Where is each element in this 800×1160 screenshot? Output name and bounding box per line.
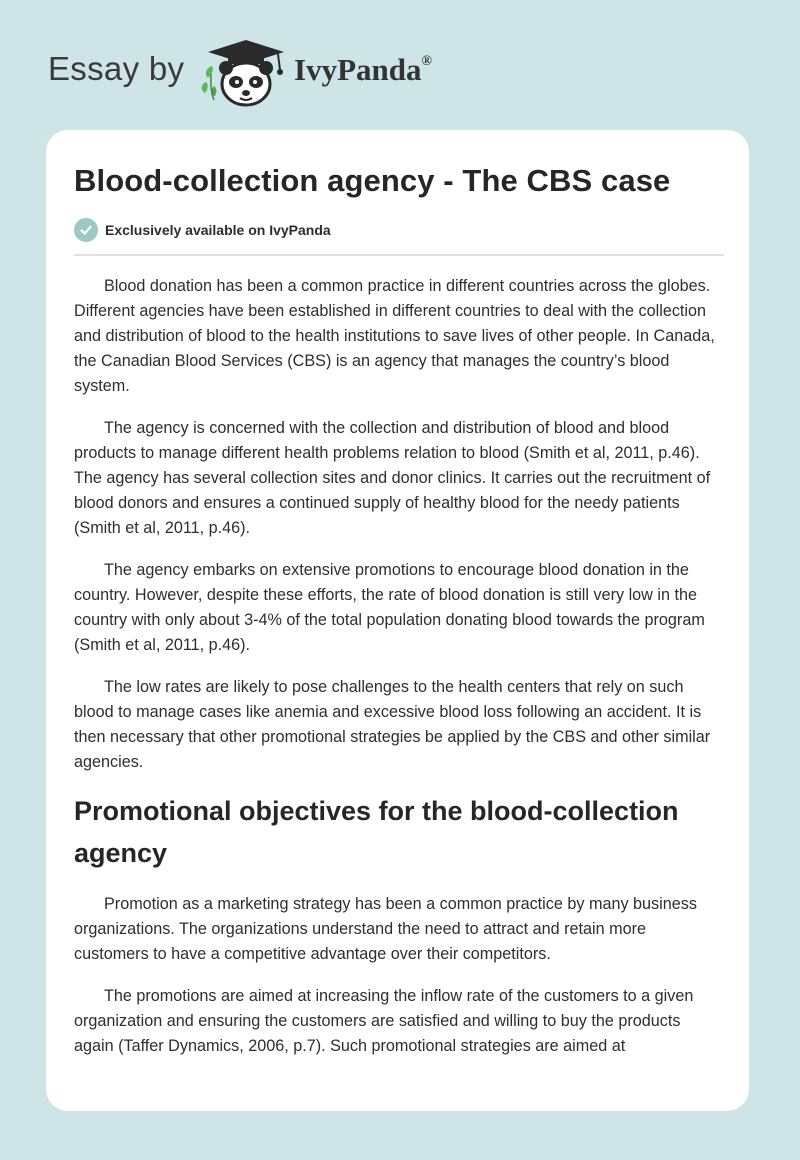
site-header [0, 0, 800, 130]
paragraph: Promotion as a marketing strategy has been a common practice by many business organizations. The organizations understand the need to attract and retain more customers to have a competitive advantage over their competitors. [74, 895, 697, 963]
essay-by-label: Essay by [48, 50, 185, 87]
divider [74, 254, 724, 256]
availability-badge [74, 217, 724, 243]
essay-content [74, 158, 724, 1076]
panda-graduate-icon [198, 38, 290, 108]
paragraph: Blood donation has been a common practice in different countries across the globes. Different agencies have been established in different countries to deal with the collection and distribution of blood to the health institutions to save lives of other people. In Canada, the Canadian Blood Services (CBS) is an agency that manages the country’s blood system. [74, 277, 715, 395]
brand-name[interactable] [294, 52, 432, 88]
essay-body [74, 274, 724, 1059]
section-heading: Promotional objectives for the blood-collection agency [74, 796, 679, 868]
essay-card [46, 130, 749, 1111]
badge-text: Exclusively available on IvyPanda [105, 222, 331, 238]
ivy-leaf-icon [202, 66, 217, 100]
registered-mark: ® [421, 54, 432, 69]
brand-text: IvyPanda [294, 52, 422, 87]
paragraph: The agency embarks on extensive promotions to encourage blood donation in the country. However, despite these efforts, the rate of blood donation is still very low in the country with only about 3-4% of the total population donating blood towards the program (Smith et al, 2011, p.46). [74, 561, 705, 654]
paragraph: The low rates are likely to pose challenges to the health centers that rely on such blood to manage cases like anemia and excessive blood loss following an accident. It is then necessary that other promotional strategies be applied by the CBS and other similar agencies. [74, 678, 711, 771]
check-icon [74, 218, 98, 242]
paragraph: The agency is concerned with the collection and distribution of blood and blood products to manage different health problems relation to blood (Smith et al, 2011, p.46). The agency has several collection sites and donor clinics. It carries out the recruitment of blood donors and ensures a continued supply of healthy blood for the needy patients (Smith et al, 2011, p.46). [74, 419, 711, 537]
paragraph: The promotions are aimed at increasing the inflow rate of the customers to a given organization and ensuring the customers are satisfied and willing to buy the products again (Taffer Dynamics, 2006, p.7). Such promotional strategies are aimed at [74, 987, 694, 1055]
page-title: Blood-collection agency - The CBS case [74, 163, 671, 198]
ivypanda-logo[interactable] [198, 38, 290, 108]
